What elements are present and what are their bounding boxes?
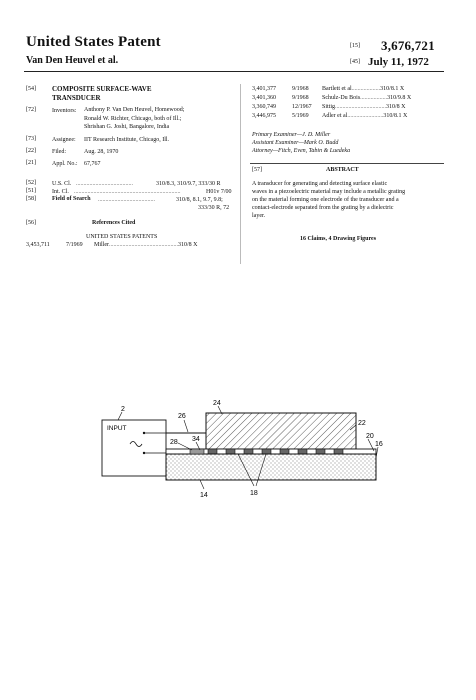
ref-26-top: 26 [178,413,186,420]
claims-count: 16 Claims, 4 Drawing Figures [300,236,377,242]
ref-date: 5/1969 [292,113,309,119]
abstract-line-2: waves in a piezoelectric material may include a metallic grating [252,189,406,195]
search-label: Field of Search [52,196,91,202]
assignee-code: [73] [26,136,36,142]
inventors-line-1: Anthony P. Van Den Heuvel, Homewood; [84,107,185,113]
ref-date: 9/1968 [292,95,309,101]
terminal-bottom [143,452,145,454]
appl-label: Appl. No.: [52,161,78,167]
inventors-code: [72] [26,107,36,113]
ref-number: 3,401,377 [252,86,276,92]
inventor-short: Van Den Heuvel et al. [26,55,119,66]
ref-number: 3,446,975 [252,113,276,119]
ref-date: 7/1969 [66,242,83,248]
dielectric-layer [206,413,356,449]
ref-22: 22 [358,420,366,427]
ref-leader: .................. [360,95,388,101]
refs-code: [56] [26,220,36,226]
ref-class: 310/8.1 X [383,113,408,119]
ref-name: Sittig [322,104,336,110]
ref-class: 310/8 X [178,242,198,248]
uscl-label: U.S. Cl. [52,181,72,187]
ref-name: Bartlett et al [322,86,352,92]
ref-name: Schulz-Du Bois [322,95,361,101]
ref-number: 3,453,711 [26,242,50,248]
leader-2 [118,412,122,420]
ref-date: 12/1967 [292,104,312,110]
filed-value: Aug. 28, 1970 [84,149,119,155]
ref-class: 310/8 X [386,104,406,110]
abstract-line-1: A transducer for generating and detecting surface elastic [252,181,388,187]
search-code: [58] [26,196,36,202]
abstract-line-5: layer. [252,213,266,219]
ref-24: 24 [213,400,221,407]
ref-name: Adler et al [322,113,348,119]
assignee-label: Assignee: [52,137,76,143]
leader-14 [200,480,204,489]
title-line-1: COMPOSITE SURFACE-WAVE [52,85,152,93]
grating-electrode [316,449,325,454]
ref-28: 28 [170,439,178,446]
inventors-label: Inventors: [52,108,77,114]
grating-electrode [262,449,271,454]
intcl-value: H01v 7/00 [206,189,232,195]
ref-leader: .................................. [335,104,387,110]
patent-country-title: United States Patent [26,34,161,50]
ref-18: 18 [250,490,258,497]
uscl-code: [52] [26,180,36,186]
ref-class: 310/9.8 X [387,95,412,101]
filed-code: [22] [26,148,36,154]
attorney: Attorney—Fitch, Even, Tabin & Luedeka [252,148,351,154]
title-line-2: TRANSDUCER [52,94,101,102]
assistant-examiner: Assistant Examiner—Mark O. Budd [252,140,339,146]
intcl-code: [51] [26,188,36,194]
grating-electrode [226,449,235,454]
ref-leader: ................... [351,86,381,92]
inventors-line-3: Shrishan G. Joshi, Bangalore, India [84,124,170,130]
ref-number: 3,360,749 [252,104,276,110]
grating-electrode [208,449,217,454]
uscl-value: 310/8.3, 310/9.7, 333/30 R [156,181,221,187]
patent-number-code: [15] [350,43,360,49]
ref-name: Miller [94,242,109,248]
appl-value: 67,767 [84,161,101,167]
ref-20: 20 [366,433,374,440]
terminal-top [143,432,145,434]
search-line-1: 310/8, 8.1, 9.7, 9.8; [176,197,223,203]
title-code: [54] [26,86,36,92]
ref-leader: ........................ [347,113,384,119]
sine-wave-icon [130,442,142,447]
input-label: INPUT [107,425,127,432]
patent-number: 3,676,721 [381,38,435,53]
inventors-line-2: Ronald W. Richter, Chicago, both of Ill.; [84,116,182,122]
search-line-2: 333/30 R, 72 [198,205,230,211]
refs-subtitle: UNITED STATES PATENTS [86,234,158,240]
grating-electrode [280,449,289,454]
grating-electrode [334,449,343,454]
ref-leader: .............................................. [109,242,178,248]
leader-26 [184,420,188,432]
refs-title: References Cited [92,220,136,226]
grating-electrode [298,449,307,454]
uscl-leader: ...................................... [76,181,133,187]
abstract-title: ABSTRACT [326,167,359,173]
date-code: [45] [350,59,360,65]
intcl-label: Int. Cl. [52,189,69,195]
ref-16: 16 [375,441,383,448]
grating-electrode [244,449,253,454]
abstract-code: [57] [252,167,262,173]
intcl-leader: ....................................................................... [74,189,181,195]
ref-date: 9/1968 [292,86,309,92]
ref-class: 310/8.1 X [380,86,405,92]
patent-date: July 11, 1972 [368,56,429,68]
ref-2: 2 [121,406,125,413]
appl-code: [21] [26,160,36,166]
ref-14: 14 [200,492,208,499]
filed-label: Filed: [52,149,67,155]
ref-34: 34 [192,436,200,443]
search-leader: ...................................... [98,197,155,203]
abstract-line-4: contact-electrode separated from the grating by a dielectric [252,205,394,211]
assignee-value: IIT Research Institute, Chicago, Ill. [84,137,170,143]
ref-number: 3,401,360 [252,95,276,101]
abstract-line-3: on the material forming one electrode of the transducer and a [252,197,399,203]
primary-examiner: Primary Examiner—J. D. Miller [252,132,331,138]
piezoelectric-substrate [166,454,376,480]
